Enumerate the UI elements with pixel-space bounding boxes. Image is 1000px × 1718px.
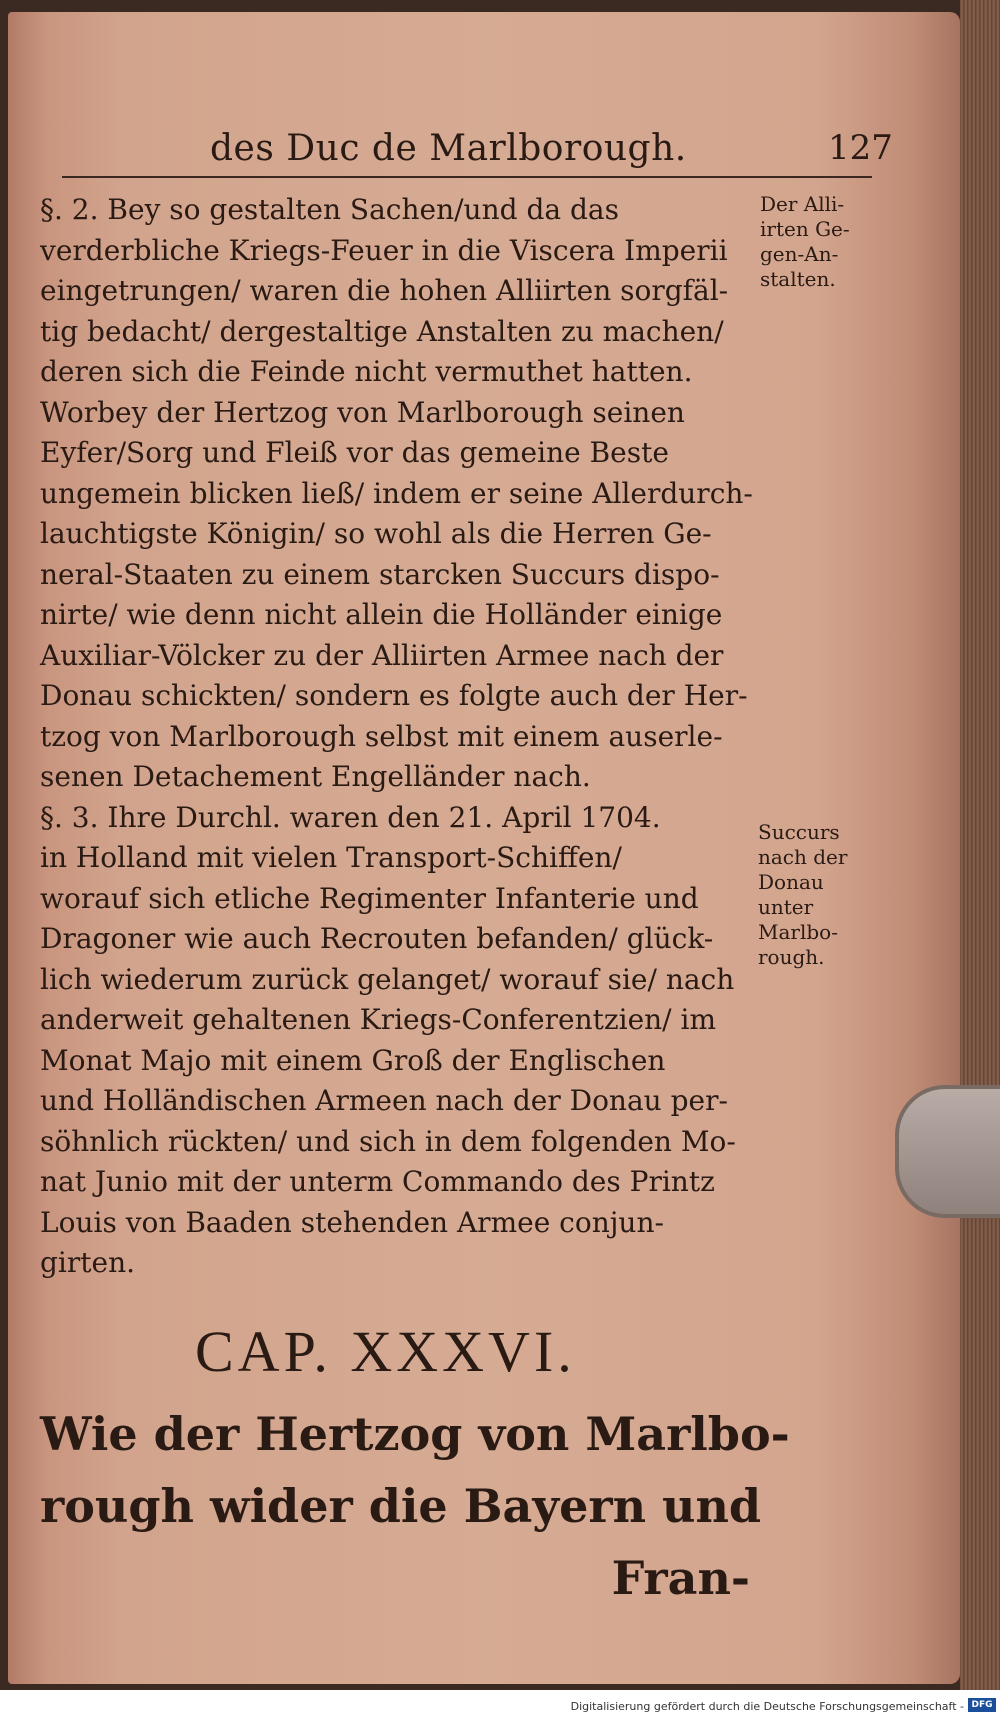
text-line: Eyfer/Sorg und Fleiß vor das gemeine Beste — [40, 436, 669, 469]
text-line: anderweit gehaltenen Kriegs-Conferentzien/ im — [40, 1003, 717, 1036]
text-line: Worbey der Hertzog von Marlborough seinen — [40, 395, 685, 429]
text-line: lich wiederum zurück gelanget/ worauf sie/ nach — [40, 962, 735, 996]
page-edges — [960, 0, 1000, 1690]
margin-note-line: nach der — [758, 845, 848, 869]
text-line: neral-Staaten zu einem starcken Succurs dispo- — [40, 557, 720, 591]
margin-note-line: gen-An- — [760, 242, 839, 266]
text-line: nat Junio mit der unterm Commando des Printz — [40, 1165, 715, 1198]
margin-note-line: unter — [758, 895, 814, 919]
text-line: lauchtigste Königin/ so wohl als die Herren Ge- — [40, 517, 712, 550]
text-line: §. 3. Ihre Durchl. waren den 21. April 1704. — [40, 800, 661, 834]
text-line: senen Detachement Engelländer nach. — [40, 760, 591, 793]
margin-note-allies — [760, 192, 870, 292]
text-line: §. 2. Bey so gestalten Sachen/und da das — [40, 193, 619, 226]
page-number: 127 — [828, 128, 893, 168]
text-line: verderbliche Kriegs-Feuer in die Viscera Imperii — [40, 233, 728, 267]
margin-note-line: rough. — [758, 945, 825, 969]
text-line: worauf sich etliche Regimenter Infanterie und — [40, 881, 699, 915]
text-line: söhnlich rückten/ und sich in dem folgenden Mo- — [40, 1124, 736, 1158]
funding-notice: Digitalisierung gefördert durch die Deutsche Forschungsgemeinschaft - — [570, 1700, 964, 1713]
chapter-heading-line: Wie der Hertzog von Marlbo- — [40, 1407, 790, 1461]
margin-note-line: Der Alli- — [760, 192, 845, 216]
text-line: und Holländischen Armeen nach der Donau per- — [40, 1084, 728, 1117]
margin-note-succurs — [758, 820, 868, 970]
margin-note-line: stalten. — [760, 267, 836, 291]
text-line: in Holland mit vielen Transport-Schiffen/ — [40, 841, 622, 874]
text-line: tzog von Marlborough selbst mit einem auserle- — [40, 719, 723, 753]
margin-note-line: Donau — [758, 870, 824, 894]
margin-note-line: Succurs — [758, 820, 840, 844]
margin-note-line: Marlbo- — [758, 920, 838, 944]
chapter-number: CAP. XXXVI. — [195, 1319, 576, 1384]
text-line: deren sich die Feinde nicht vermuthet hatten. — [40, 355, 693, 388]
catchword: Fran- — [611, 1551, 750, 1605]
text-line: Dragoner wie auch Recrouten befanden/ glück- — [40, 922, 714, 955]
text-line: eingetrungen/ waren die hohen Alliirten sorgfäl- — [40, 274, 729, 307]
text-line: nirte/ wie denn nicht allein die Holländer einige — [40, 598, 723, 631]
chapter-heading-line: rough wider die Bayern und — [40, 1479, 762, 1533]
book-clasp — [895, 1085, 1000, 1218]
text-line: Auxiliar-Völcker zu der Alliirten Armee nach der — [40, 638, 724, 672]
head-rule — [62, 176, 872, 178]
text-line: ungemein blicken ließ/ indem er seine Allerdurch- — [40, 476, 753, 510]
running-head: des Duc de Marlborough. — [210, 128, 687, 169]
text-line: Monat Majo mit einem Groß der Englischen — [40, 1043, 666, 1077]
dfg-logo: DFG — [968, 1698, 996, 1712]
text-line: girten. — [40, 1246, 136, 1279]
body-text — [40, 190, 755, 1284]
chapter-heading — [40, 1398, 790, 1614]
text-line: Louis von Baaden stehenden Armee conjun- — [40, 1205, 664, 1239]
text-line: Donau schickten/ sondern es folgte auch der Her- — [40, 679, 748, 712]
text-line: tig bedacht/ dergestaltige Anstalten zu machen/ — [40, 314, 724, 348]
margin-note-line: irten Ge- — [760, 217, 850, 241]
